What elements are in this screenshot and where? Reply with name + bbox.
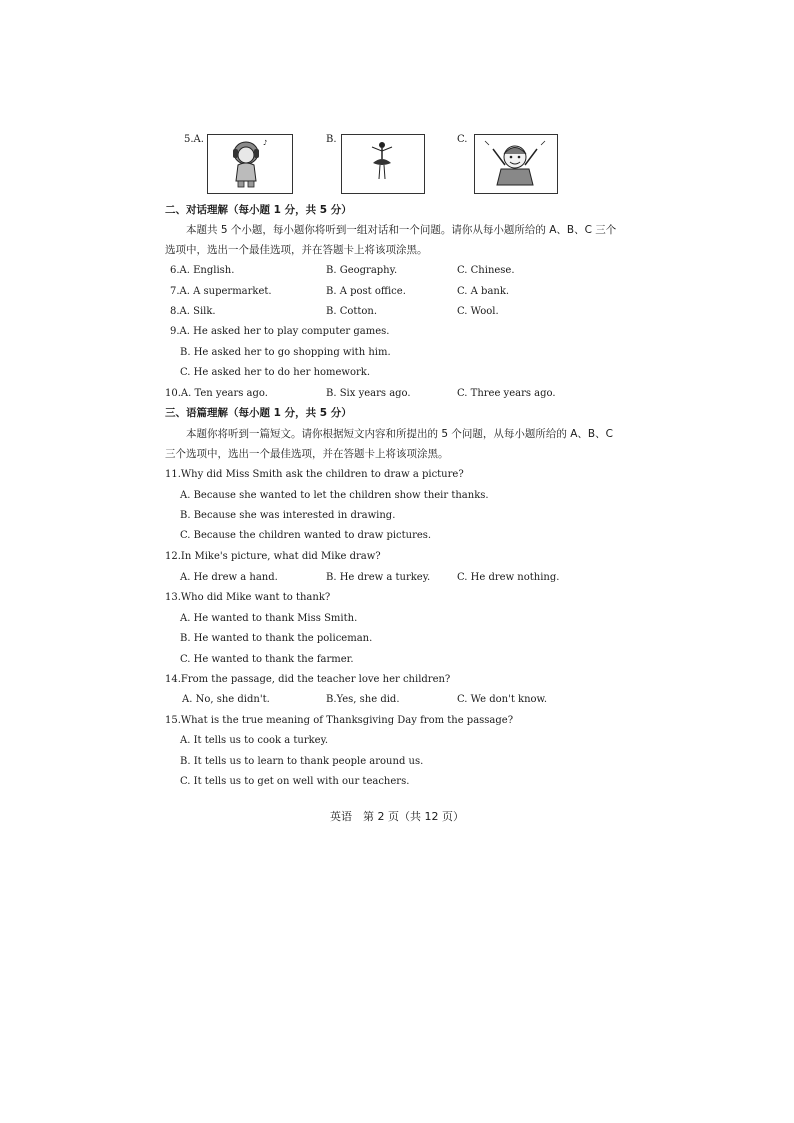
q12-question: 12.In Mike's picture, what did Mike draw? (165, 551, 381, 562)
q8-option-a: 8.A. Silk. (170, 306, 216, 317)
q13-question: 13.Who did Mike want to thank? (165, 592, 331, 603)
q10-option-a: 10.A. Ten years ago. (165, 388, 268, 399)
q9-option-c: C. He asked her to do her homework. (180, 367, 371, 378)
q15-option-c: C. It tells us to get on well with our teachers. (180, 776, 410, 787)
q5-picture-a (207, 134, 293, 194)
svg-text:♪: ♪ (263, 139, 268, 147)
q14-option-a: A. No, she didn't. (182, 694, 270, 705)
q6-option-a: 6.A. English. (170, 265, 235, 276)
section2-instructions-line2: 选项中，选出一个最佳选项，并在答题卡上将该项涂黑。 (165, 244, 428, 256)
section3-instructions-line2: 三个选项中，选出一个最佳选项，并在答题卡上将该项涂黑。 (165, 448, 449, 460)
section2-heading: 二、对话理解（每小题 1 分，共 5 分） (165, 204, 352, 216)
q15-question: 15.What is the true meaning of Thanksgiving Day from the passage? (165, 715, 514, 726)
page-footer: 英语 第 2 页（共 12 页） (330, 810, 464, 823)
girl-with-headphones-icon (208, 135, 292, 193)
q14-question: 14.From the passage, did the teacher love her children? (165, 674, 451, 685)
q11-option-b: B. Because she was interested in drawing. (180, 510, 396, 521)
q7-option-a: 7.A. A supermarket. (170, 286, 272, 297)
q13-option-a: A. He wanted to thank Miss Smith. (180, 613, 358, 624)
q10-option-c: C. Three years ago. (457, 388, 556, 399)
q10-option-b: B. Six years ago. (326, 388, 411, 399)
q5-label-a: 5.A. (184, 134, 204, 145)
q12-option-c: C. He drew nothing. (457, 572, 560, 583)
q15-option-b: B. It tells us to learn to thank people around us. (180, 756, 424, 767)
q14-option-c: C. We don't know. (457, 694, 548, 705)
q15-option-a: A. It tells us to cook a turkey. (180, 735, 329, 746)
q13-option-b: B. He wanted to thank the policeman. (180, 633, 373, 644)
section2-instructions-line1: 本题共 5 个小题，每小题你将听到一组对话和一个问题。请你从每小题所给的 A、B、C 三个 (186, 224, 617, 236)
q11-option-c: C. Because the children wanted to draw pictures. (180, 530, 432, 541)
q6-option-b: B. Geography. (326, 265, 398, 276)
q9-option-a: 9.A. He asked her to play computer games. (170, 326, 390, 337)
q5-picture-b (341, 134, 425, 194)
q6-option-c: C. Chinese. (457, 265, 515, 276)
section3-instructions-line1: 本题你将听到一篇短文。请你根据短文内容和所提出的 5 个问题，从每小题所给的 A、B、C (186, 428, 613, 440)
q13-option-c: C. He wanted to thank the farmer. (180, 654, 354, 665)
q7-option-b: B. A post office. (326, 286, 406, 297)
q12-option-b: B. He drew a turkey. (326, 572, 431, 583)
q8-option-c: C. Wool. (457, 306, 499, 317)
q11-option-a: A. Because she wanted to let the children show their thanks. (180, 490, 489, 501)
q5-label-c: C. (457, 134, 468, 145)
q14-option-b: B.Yes, she did. (326, 694, 400, 705)
ballet-dancer-icon (342, 135, 424, 193)
section3-heading: 三、语篇理解（每小题 1 分，共 5 分） (165, 407, 352, 419)
q8-option-b: B. Cotton. (326, 306, 378, 317)
q12-option-a: A. He drew a hand. (180, 572, 278, 583)
q5-picture-c (474, 134, 558, 194)
q9-option-b: B. He asked her to go shopping with him. (180, 347, 391, 358)
q5-label-b: B. (326, 134, 337, 145)
q7-option-c: C. A bank. (457, 286, 510, 297)
q11-question: 11.Why did Miss Smith ask the children to draw a picture? (165, 469, 464, 480)
cheering-child-icon (475, 135, 557, 193)
